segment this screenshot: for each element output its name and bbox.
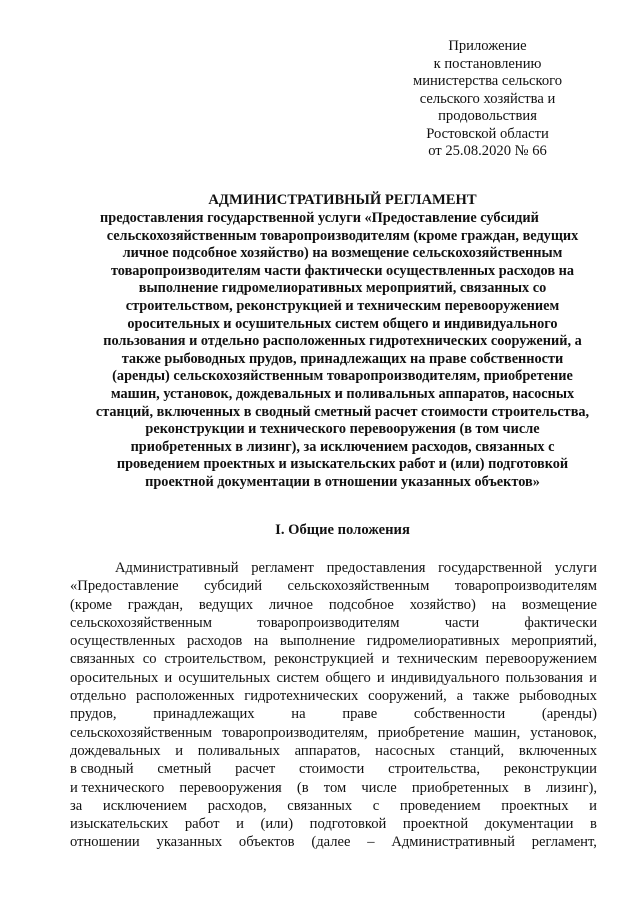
body-word: (или) [260,816,294,833]
body-word: сельскохозяйственным [70,724,212,741]
body-word: регламент, [531,834,597,851]
body-word: регламент [251,560,314,576]
body-word: Административный [391,834,515,851]
body-line [70,705,597,723]
body-word: дождевальных [70,742,161,759]
body-word: проектных [501,797,569,814]
body-word: подсобное [328,596,394,613]
body-line [70,577,597,595]
body-word: хозяйство) [409,596,476,613]
body-word: связанных [70,651,135,668]
body-word: приобретение [377,724,465,741]
body-line [70,559,597,577]
subtitle-line: пользования и отдельно расположенных гидротехнических сооружений, а [103,333,582,350]
subtitle-line: реконструкции и технического перевооружения (в том числе [145,421,540,438]
body-word: рыбоводных [519,688,597,705]
body-word: сельскохозяйственным [70,614,212,631]
body-word: осушительных [178,669,271,686]
body-word: и [589,669,597,686]
subtitle-line: предоставления государственной услуги «Предоставление субсидий [100,210,539,226]
body-word: и [164,669,173,686]
subtitle-line: проектной документации в отношении указанных объектов» [145,473,540,490]
document-title: АДМИНИСТРАТИВНЫЙ РЕГЛАМЕНТ [208,192,477,208]
body-word: части [444,614,480,631]
body-paragraph [70,559,597,852]
annex-line: Ростовской области [426,125,549,142]
body-word: (далее [311,834,351,851]
body-word: станций, [449,742,505,759]
subtitle-line: сельскохозяйственным товаропроизводителям (кроме граждан, ведущих [106,227,579,244]
body-word: сооружений, [368,688,447,705]
section-heading: I. Общие положения [275,522,410,538]
body-word: государственной [438,560,543,576]
body-word: товаропроизводителям [454,578,597,595]
body-word: товаропроизводителям, [221,724,368,741]
body-word: отдельно [70,688,127,705]
body-word: гидромелиоративных [366,633,500,650]
annex-line: продовольствия [438,108,537,124]
body-line [70,614,597,632]
body-word: со [142,651,157,668]
body-word: работ [184,816,220,833]
body-word: перевооружения [179,779,282,796]
body-word: в [523,779,531,796]
body-word: исключением [102,797,188,814]
annex-line: министерства сельского [412,73,563,89]
body-word: реконструкции [503,761,597,778]
subtitle-line: (аренды) сельскохозяйственным товаропроизводителям, приобретение [112,368,573,385]
body-word: за [70,797,83,814]
body-word: установок, [530,724,597,741]
body-word: (в [296,779,309,796]
body-word: сельскохозяйственным [287,578,430,595]
body-word: а [456,688,464,705]
body-word: праве [342,706,378,723]
body-word: сметный [157,761,212,778]
body-word: перевооружением [485,651,597,668]
body-word: прудов, [70,706,117,723]
body-word: приобретенных [411,779,509,796]
subtitle-line: товаропроизводителям части фактически осуществленных расходов на [110,262,575,279]
body-word: собственности [413,706,506,723]
body-word: документации [484,816,574,833]
body-line [70,797,597,815]
body-line [70,724,597,742]
body-word: техническим [397,651,478,668]
body-line [70,632,597,650]
body-word: и [376,669,385,686]
body-word: ведущих [198,596,253,613]
body-word: – [367,834,375,851]
body-word: оросительных [70,669,159,686]
body-word: в [590,816,597,833]
body-word: личное [268,596,314,613]
body-word: строительством, [164,651,267,668]
body-word: подготовкой [309,816,387,833]
body-word: том [323,779,347,796]
body-word: также [472,688,510,705]
body-word: индивидуального [390,669,500,686]
body-line [70,596,597,614]
subtitle-line: строительством, реконструкцией и техническим перевооружением [125,297,560,314]
body-word: объектов [238,834,295,851]
body-word: субсидий [203,578,263,595]
body-word: расходов [186,633,243,650]
body-word: числе [361,779,397,796]
annex-line: сельского хозяйства и [419,90,556,107]
body-word: связанных [287,797,353,814]
body-line [70,687,597,705]
body-word: расположенных [136,688,235,705]
body-word: строительства, [388,761,481,778]
body-word: (кроме [70,596,112,613]
body-word: насосных [375,742,435,759]
body-word: и [381,651,390,668]
body-word: осуществленных [70,633,176,650]
body-word: услуги [554,560,597,576]
body-word: выполнение [279,633,356,650]
body-word: «Предоставление [70,578,179,595]
document-subtitle [60,210,625,492]
body-word: расходов, [207,797,267,814]
body-line [70,833,597,851]
body-word: расчет [235,761,276,778]
subtitle-line: приобретенных в лизинг), за исключением расходов, связанных с [130,438,555,455]
body-word: отношении [70,834,140,851]
body-word: в сводный [70,761,134,778]
body-word: и [175,742,184,759]
body-word: на [491,596,506,613]
body-line [70,760,597,778]
subtitle-line: выполнение гидромелиоративных мероприятий, связанных со [138,280,547,297]
body-word: граждан, [127,596,184,613]
body-word: предоставления [326,560,426,576]
body-word: проведением [399,797,481,814]
body-line [70,779,597,797]
body-word: с [372,797,380,814]
subtitle-line: станций, включенных в сводный сметный расчет стоимости строительства, [95,403,590,420]
body-word: систем [276,669,320,686]
annex-block [405,38,570,161]
body-line [70,815,597,833]
body-word: (аренды) [541,706,597,723]
body-line [70,742,597,760]
body-word: аппаратов, [294,742,361,759]
body-word: возмещение [521,596,597,613]
body-word: пользования [505,669,583,686]
body-word: фактически [524,614,597,631]
body-word: изыскательских [70,816,169,833]
body-word: стоимости [299,761,365,778]
subtitle-line: также рыбоводных прудов, принадлежащих на праве собственности [121,350,564,367]
body-word: на [253,633,269,650]
annex-line: Приложение [448,38,527,54]
body-word: машин, [474,724,521,741]
subtitle-line: оросительных и осушительных систем общего и индивидуального [127,315,558,332]
body-line [70,650,597,668]
body-word: включенных [518,742,597,759]
body-word: Административный [115,560,239,576]
annex-line: к постановлению [433,55,542,72]
body-word: мероприятий, [511,633,597,650]
body-word: и [236,816,244,833]
body-word: гидротехнических [244,688,359,705]
subtitle-line: машин, установок, дождевальных и поливальных аппаратов, насосных [110,385,575,402]
subtitle-line: проведением проектных и изыскательских работ и (или) подготовкой [116,456,569,473]
body-word: указанных [156,834,223,851]
body-word: общего [325,669,371,686]
body-word: и технического [70,779,165,796]
annex-line: от 25.08.2020 № 66 [428,143,547,159]
body-line [70,669,597,687]
body-word: товаропроизводителям [257,614,400,631]
subtitle-line: личное подсобное хозяйство) на возмещение сельскохозяйственным [122,245,563,262]
body-word: на [291,706,306,723]
body-word: проектной [402,816,469,833]
body-word: лизинг), [546,779,597,796]
body-word: реконструкцией [274,651,374,668]
body-word: и [589,797,597,814]
body-word: принадлежащих [153,706,255,723]
body-word: поливальных [197,742,280,759]
